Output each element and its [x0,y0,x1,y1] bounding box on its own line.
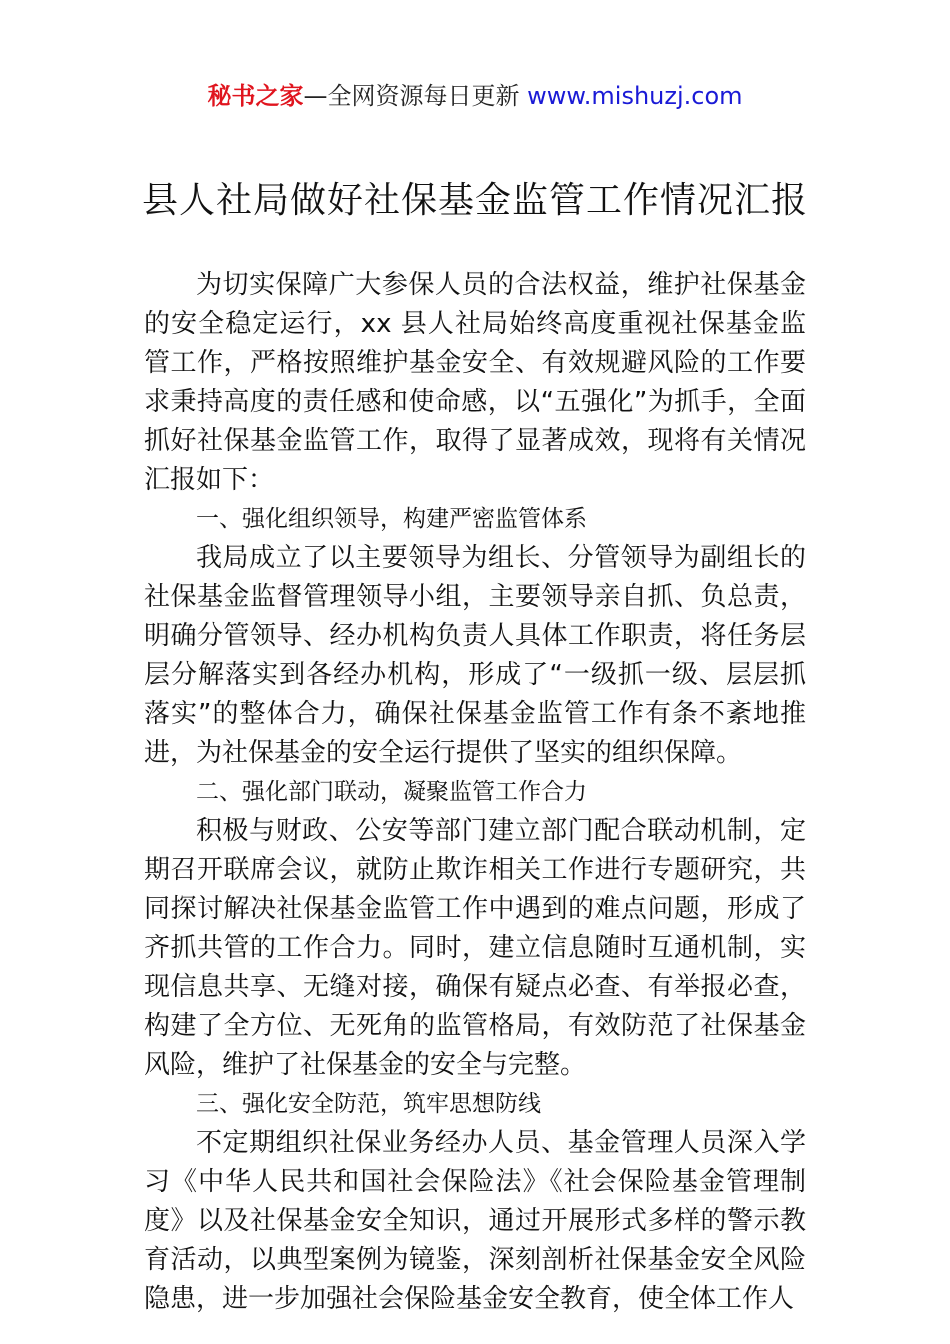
section-2-body: 积极与财政、公安等部门建立部门配合联动机制，定期召开联席会议，就防止欺诈相关工作进行专题研究，共同探讨解决社保基金监管工作中遇到的难点问题，形成了齐抓共管的工作合力。同时，建立信息随时互通机制，实现信息共享、无缝对接，确保有疑点必查、有举报必查，构建了全方位、无死角的监管格局，有效防范了社保基金风险，维护了社保基金的安全与完整。 [144,816,806,1080]
document-body [144,266,806,1319]
intro-paragraph: 为切实保障广大参保人员的合法权益，维护社保基金的安全稳定运行，xx 县人社局始终高度重视社保基金监管工作，严格按照维护基金安全、有效规避风险的工作要求秉持高度的责任感和使命感，以“五强化”为抓手，全面抓好社保基金监管工作，取得了显著成效，现将有关情况汇报如下： [144,270,806,495]
section-1-heading: 一、强化组织领导，构建严密监管体系 [196,506,587,532]
section-2-heading: 二、强化部门联动，凝聚监管工作合力 [196,779,587,805]
site-brand: 秘书之家 [207,82,304,110]
section-3-heading: 三、强化安全防范，筑牢思想防线 [196,1091,541,1117]
section-1-body: 我局成立了以主要领导为组长、分管领导为副组长的社保基金监督管理领导小组，主要领导亲自抓、负总责，明确分管领导、经办机构负责人具体工作职责，将任务层层分解落实到各经办机构，形成了“一级抓一级、层层抓落实”的整体合力，确保社保基金监管工作有条不紊地推进，为社保基金的安全运行提供了坚实的组织保障。 [144,543,806,768]
site-header [0,78,950,114]
document-title: 县人社局做好社保基金监管工作情况汇报 [141,180,808,221]
section-3-body: 不定期组织社保业务经办人员、基金管理人员深入学习《中华人民共和国社会保险法》《社会保险基金管理制度》以及社保基金安全知识，通过开展形式多样的警示教育活动，以典型案例为镜鉴，深刻剖析社保基金安全风险隐患，进一步加强社会保险基金安全教育，使全体工作人 [144,1128,806,1314]
site-url-link[interactable]: www.mishuzj.com [527,82,743,110]
site-tagline: —全网资源每日更新 [303,82,528,110]
